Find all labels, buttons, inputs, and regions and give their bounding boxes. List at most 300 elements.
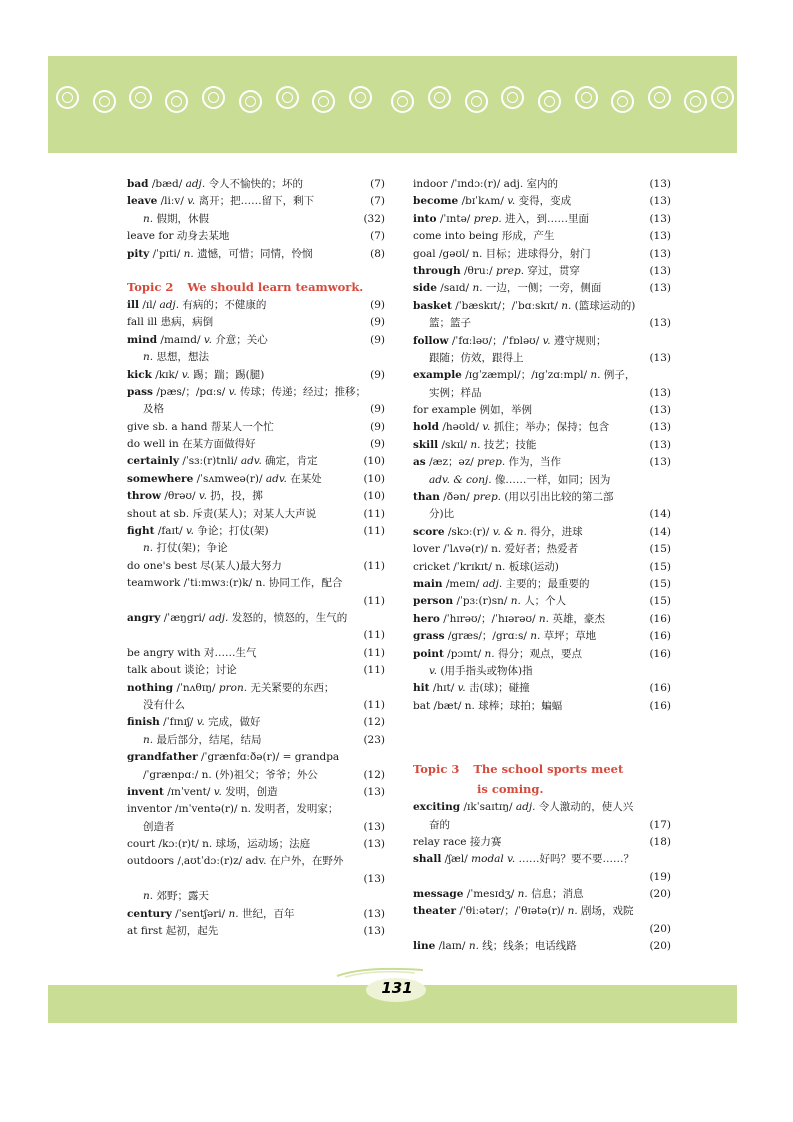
definition: = grandpa (282, 751, 340, 764)
phrase-text: give sb. a hand 帮某人一个忙 (127, 420, 274, 433)
part-of-speech: prep. (496, 264, 525, 277)
definition: 英雄，豪杰 (552, 612, 605, 625)
page-number-badge (360, 970, 434, 1004)
topic-number: Topic 3 (413, 762, 460, 777)
definition: 像……一样，如同；因为 (494, 473, 611, 486)
lesson-reference: (7) (370, 195, 385, 208)
entry-text (413, 419, 609, 436)
definition: ……好吗？要不要……？ (518, 853, 634, 866)
headword: message (413, 888, 464, 901)
vocab-line (127, 419, 385, 436)
vocab-line (127, 228, 385, 245)
entry-text (127, 923, 218, 940)
part-of-speech: n. (183, 247, 194, 260)
entry-text (413, 593, 566, 610)
ring-ornament (349, 86, 372, 109)
part-of-speech: v. (198, 490, 207, 503)
headword: pity (127, 247, 150, 260)
vocab-line (127, 888, 385, 905)
entry-text (143, 540, 228, 557)
entry-text (413, 246, 591, 263)
definition: (篮球运动的) (574, 299, 636, 312)
part-of-speech: adj. (185, 178, 206, 190)
vocab-line (127, 367, 385, 384)
definition: 草坪；草地 (543, 630, 597, 643)
definition: (用手指头或物体)指 (440, 664, 533, 677)
pronunciation: /ˈsʌmweə(r)/ (196, 472, 263, 485)
pronunciation: /ˈpɜː(r)sn/ (456, 595, 508, 608)
decorative-circle-row (56, 84, 736, 118)
definition: 争论；打仗(架) (197, 525, 269, 538)
entry-text (413, 559, 559, 576)
vocab-line (127, 540, 385, 557)
pronunciation: /bæd/ (151, 178, 183, 190)
entry-text (413, 524, 583, 541)
vocab-line (413, 506, 671, 523)
pronunciation: /θruː/ (463, 264, 493, 277)
entry-text (429, 315, 471, 332)
vocab-line (127, 558, 385, 575)
entry-text (413, 834, 501, 851)
ring-ornament (129, 86, 152, 109)
entry-text (413, 611, 605, 628)
lesson-reference: (16) (649, 682, 671, 695)
headword: grandfather (127, 751, 198, 764)
headword: ill (127, 298, 139, 311)
pronunciation: /ˈpɪti/ (152, 247, 181, 260)
headword: throw (127, 490, 162, 503)
definition: 线；线条；电话线路 (482, 940, 577, 953)
definition: 无关紧要的东西； (250, 681, 335, 694)
part-of-speech: n. (510, 595, 521, 608)
vocab-line (413, 298, 671, 315)
definition: 有病的；不健康的 (182, 298, 267, 311)
vocab-line (127, 819, 385, 836)
headword: skill (413, 438, 439, 451)
vocab-line (413, 176, 671, 193)
pronunciation: /ɪkˈsaɪtɪŋ/ (463, 801, 513, 814)
phrase-text: for example 例如，举例 (413, 404, 533, 417)
entry-text (127, 488, 263, 505)
headword: become (413, 195, 459, 208)
entry-text (127, 176, 303, 193)
part-of-speech: n. (530, 630, 541, 643)
section-spacer (413, 715, 671, 759)
vocab-line (413, 333, 671, 350)
vocab-line (127, 384, 385, 401)
entry-text (413, 851, 634, 868)
definition: 跟随；仿效，跟得上 (429, 351, 524, 364)
phrase-text: do one's best 尽(某人)最大努力 (127, 559, 282, 572)
vocab-line (127, 193, 385, 210)
part-of-speech: n. (538, 612, 550, 625)
headword: line (413, 940, 436, 953)
entry-text (127, 193, 314, 210)
phrase-text: shout at sb. 斥责(某人)；对某人大声说 (127, 507, 317, 520)
vocab-line (127, 645, 385, 662)
part-of-speech: adv. (265, 472, 287, 485)
pronunciation: /ˈsentʃəri/ (175, 907, 226, 920)
entry-text (413, 903, 634, 920)
lesson-reference: (13) (649, 456, 671, 469)
definition: 得分，进球 (530, 525, 583, 538)
vocab-line (127, 749, 385, 766)
entry-text (429, 472, 610, 489)
pronunciation: /ðən/ (443, 491, 470, 504)
vocab-line (127, 853, 385, 870)
lesson-reference: (13) (649, 421, 671, 434)
topic-heading (127, 277, 385, 297)
definition: 离开；把……留下，剩下 (198, 195, 315, 208)
entry-text (413, 628, 596, 645)
entry-text (127, 453, 318, 470)
vocab-line (413, 541, 671, 558)
lesson-reference: (16) (649, 612, 671, 625)
vocab-line (127, 680, 385, 697)
pronunciation: /ˈɪntə/ (439, 212, 471, 225)
vocab-line (413, 367, 671, 384)
lesson-reference: (13) (363, 872, 385, 885)
topic-heading-continued (413, 779, 671, 799)
headword: person (413, 595, 454, 608)
vocab-line (413, 211, 671, 228)
entry-text (127, 419, 274, 436)
pronunciation: /pæs/；/pɑːs/ (156, 385, 226, 398)
vocab-line (413, 228, 671, 245)
definition: 令人不愉快的；坏的 (208, 178, 303, 190)
vocab-line (413, 559, 671, 576)
headword: exciting (413, 801, 461, 814)
definition: 作为，当作 (508, 456, 561, 469)
headword: grass (413, 630, 445, 643)
vocab-line (413, 193, 671, 210)
vocab-line (413, 903, 671, 920)
vocab-line (413, 834, 671, 851)
part-of-speech: v. (429, 664, 438, 677)
part-of-speech: v. (228, 385, 237, 398)
entry-text (413, 680, 530, 697)
entry-text (429, 385, 482, 402)
phrase-text: come into being 形成，产生 (413, 230, 555, 243)
pronunciation: /pɔɪnt/ (447, 647, 482, 660)
lesson-reference: (7) (370, 178, 385, 190)
vocab-line (127, 176, 385, 193)
part-of-speech: n. (590, 369, 601, 382)
pronunciation: /ˈnʌθɪŋ/ (176, 681, 216, 694)
entry-text (143, 819, 175, 836)
entry-text (127, 558, 282, 575)
entry-text (413, 576, 590, 593)
lesson-reference: (9) (370, 298, 385, 311)
entry-text (127, 906, 294, 923)
entry-text (127, 367, 264, 384)
page-number: 131 (381, 979, 413, 997)
lesson-reference: (13) (649, 438, 671, 451)
ring-ornament (501, 86, 524, 109)
headword: basket (413, 299, 452, 312)
pronunciation: /æz；əz/ (429, 456, 474, 469)
lesson-reference: (13) (363, 925, 385, 938)
lesson-reference: (20) (649, 940, 671, 953)
vocab-line (413, 628, 671, 645)
entry-text (413, 938, 577, 955)
phrase-text: do well in 在某方面做得好 (127, 438, 256, 451)
ring-ornament (711, 86, 734, 109)
entry-text (127, 784, 278, 801)
pronunciation: /faɪt/ (157, 525, 183, 538)
vocab-line (127, 732, 385, 749)
lesson-reference: (9) (370, 333, 385, 346)
ring-ornament (575, 86, 598, 109)
part-of-speech: v. (185, 525, 194, 538)
definition: 一边，一侧；一旁，侧面 (485, 282, 602, 295)
ring-ornament (391, 90, 414, 113)
headword: kick (127, 368, 152, 381)
definition: 创造者 (143, 820, 175, 833)
part-of-speech: n. (472, 282, 483, 295)
part-of-speech: v. (181, 368, 190, 381)
pronunciation: /skɪl/ (441, 438, 468, 451)
pronunciation: /saɪd/ (440, 282, 470, 295)
pronunciation: /liːv/ (160, 195, 184, 208)
lesson-reference: (13) (363, 907, 385, 920)
vocab-line (127, 836, 385, 853)
headword: invent (127, 785, 164, 798)
lesson-reference: (15) (649, 543, 671, 556)
definition: 及格 (143, 403, 164, 416)
vocab-line (127, 662, 385, 679)
vocab-line (413, 524, 671, 541)
lesson-reference: (16) (649, 630, 671, 643)
part-of-speech: v. (203, 333, 212, 346)
definition: 踢；踹；踢(腿) (193, 368, 265, 381)
entry-text (413, 454, 561, 471)
vocab-line (413, 698, 671, 715)
entry-text (143, 732, 261, 749)
part-of-speech: prep. (477, 456, 506, 469)
definition: 进入，到……里面 (505, 212, 590, 225)
entry-text (413, 211, 589, 228)
pronunciation: /ˈbæskɪt/；/ˈbɑːskɪt/ (455, 299, 558, 312)
definition: 假期，休假 (156, 212, 209, 225)
ring-ornament (165, 90, 188, 113)
entry-text (127, 246, 313, 263)
phrase-text: bat /bæt/ n. 球棒；球拍；蝙蝠 (413, 699, 563, 712)
ring-ornament (428, 86, 451, 109)
definition: 打仗(架)；争论 (156, 542, 228, 555)
part-of-speech: n. (228, 907, 239, 920)
vocab-line (413, 576, 671, 593)
part-of-speech: modal v. (471, 853, 516, 866)
pronunciation: /bɪˈkʌm/ (461, 195, 504, 208)
part-of-speech: adj. (482, 577, 503, 590)
definition: 信息；消息 (531, 888, 584, 901)
definition: 例子， (603, 369, 636, 382)
section-spacer (127, 263, 385, 277)
entry-text (127, 714, 261, 731)
lesson-reference: (9) (370, 438, 385, 451)
lesson-reference: (11) (363, 646, 385, 659)
entry-text (127, 506, 316, 523)
lesson-reference: (10) (363, 455, 385, 468)
pronunciation: /ˈfɪnɪʃ/ (163, 716, 194, 729)
headword: hit (413, 682, 430, 695)
ring-ornament (684, 90, 707, 113)
vocab-line (413, 680, 671, 697)
headword: main (413, 577, 443, 590)
headword: certainly (127, 455, 179, 468)
pronunciation: /ˈfɑːləʊ/；/ˈfɒləʊ/ (451, 334, 540, 347)
lesson-reference: (10) (363, 490, 385, 503)
lesson-reference: (13) (649, 178, 671, 190)
entry-text (127, 610, 347, 627)
definition: 主要的；最重要的 (505, 577, 590, 590)
lesson-reference: (16) (649, 647, 671, 660)
lesson-reference: (11) (363, 559, 385, 572)
definition: 确定，肯定 (265, 455, 318, 468)
vocab-line (413, 799, 671, 816)
headword: through (413, 264, 461, 277)
phrase-text: court /kɔː(r)t/ n. 球场，运动场；法庭 (127, 838, 311, 851)
vocab-line (127, 593, 385, 610)
entry-text (429, 350, 524, 367)
entry-text (413, 263, 580, 280)
vocab-line (127, 523, 385, 540)
part-of-speech: v. (482, 421, 491, 434)
part-of-speech: n. (468, 940, 479, 953)
headword: side (413, 282, 437, 295)
pronunciation: /skɔː(r)/ (447, 525, 490, 538)
definition: 发明，创造 (225, 785, 278, 798)
vocab-line (413, 454, 671, 471)
pronunciation: /kɪk/ (155, 368, 179, 381)
part-of-speech: n. (567, 905, 578, 918)
headword: fight (127, 525, 155, 538)
part-of-speech: n. (517, 888, 528, 901)
vocab-line (413, 663, 671, 680)
definition: 穿过，贯穿 (527, 264, 580, 277)
definition: 完成，做好 (208, 716, 261, 729)
lesson-reference: (13) (649, 282, 671, 295)
definition: 传球；传递；经过；推移； (240, 385, 367, 398)
part-of-speech: adj. (515, 801, 536, 814)
lesson-reference: (14) (649, 525, 671, 538)
entry-text (413, 698, 562, 715)
lesson-reference: (12) (363, 716, 385, 729)
lesson-reference: (13) (649, 212, 671, 225)
lesson-reference: (13) (649, 247, 671, 260)
topic-title: We should learn teamwork. (187, 279, 364, 294)
phrase-text: relay race 接力赛 (413, 835, 502, 848)
vocab-line (127, 714, 385, 731)
pronunciation: /meɪn/ (445, 577, 480, 590)
headword: as (413, 456, 426, 469)
topic-number: Topic 2 (127, 279, 174, 294)
vocab-line (413, 489, 671, 506)
entry-text (127, 801, 338, 818)
entry-text (127, 523, 269, 540)
entry-text (143, 349, 209, 366)
vocab-line (127, 610, 385, 627)
definition: (用以引出比较的第二部 (504, 491, 614, 504)
lesson-reference: (11) (363, 525, 385, 538)
ring-ornament (538, 90, 561, 113)
part-of-speech: n. (143, 351, 154, 364)
lesson-reference: (13) (363, 838, 385, 851)
lesson-reference: (13) (649, 195, 671, 208)
ring-ornament (611, 90, 634, 113)
vocab-line (127, 906, 385, 923)
part-of-speech: n. (143, 542, 154, 555)
headword: mind (127, 333, 158, 346)
lesson-reference: (13) (649, 351, 671, 364)
entry-text (127, 645, 256, 662)
lesson-reference: (16) (649, 699, 671, 712)
definition: 介意；关心 (215, 333, 268, 346)
part-of-speech: n. (143, 733, 154, 746)
entry-text (143, 697, 185, 714)
lesson-reference: (11) (363, 507, 385, 520)
ring-ornament (648, 86, 671, 109)
lesson-reference: (13) (363, 820, 385, 833)
part-of-speech: adj. (159, 298, 180, 311)
headword: than (413, 491, 440, 504)
entry-text (127, 314, 213, 331)
topic-title: is coming. (477, 782, 544, 797)
vocab-line (413, 419, 671, 436)
entry-text (429, 506, 454, 523)
lesson-reference: (15) (649, 577, 671, 590)
pronunciation: /laɪn/ (438, 940, 466, 953)
pronunciation: /ˈhɪrəʊ/；/ˈhɪərəʊ/ (443, 612, 536, 625)
pronunciation: /maɪnd/ (160, 333, 201, 346)
entry-text (127, 749, 339, 766)
definition: 实例；样品 (429, 386, 482, 399)
phrase-text: leave for 动身去某地 (127, 230, 230, 243)
headword: finish (127, 716, 160, 729)
lesson-reference: (10) (363, 472, 385, 485)
ring-ornament (312, 90, 335, 113)
vocab-line (127, 784, 385, 801)
entry-text (429, 817, 450, 834)
entry-text (127, 836, 310, 853)
topic-title: The school sports meet (473, 762, 624, 777)
pronunciation: /ˈmesɪdʒ/ (466, 888, 515, 901)
part-of-speech: prep. (473, 212, 502, 225)
entry-text (127, 436, 256, 453)
entry-text (413, 228, 554, 245)
definition: 得分；观点，要点 (498, 647, 582, 660)
part-of-speech: v. (213, 785, 222, 798)
part-of-speech: v. & n. (492, 525, 527, 538)
vocab-line (127, 453, 385, 470)
ring-ornament (465, 90, 488, 113)
entry-text (143, 401, 164, 418)
lesson-reference: (9) (370, 316, 385, 329)
pronunciation: /ʃæl/ (444, 853, 468, 866)
vocab-line (127, 627, 385, 644)
pronunciation: /græs/；/grɑːs/ (447, 630, 527, 643)
vocab-line (127, 471, 385, 488)
vocab-line (127, 871, 385, 888)
pronunciation: /həʊld/ (442, 421, 479, 434)
vocab-line (127, 401, 385, 418)
vocab-line (127, 332, 385, 349)
definition: 变得，变成 (518, 195, 572, 208)
headword: leave (127, 195, 158, 208)
vocab-line (413, 315, 671, 332)
phrase-text: at first 起初，起先 (127, 925, 219, 938)
